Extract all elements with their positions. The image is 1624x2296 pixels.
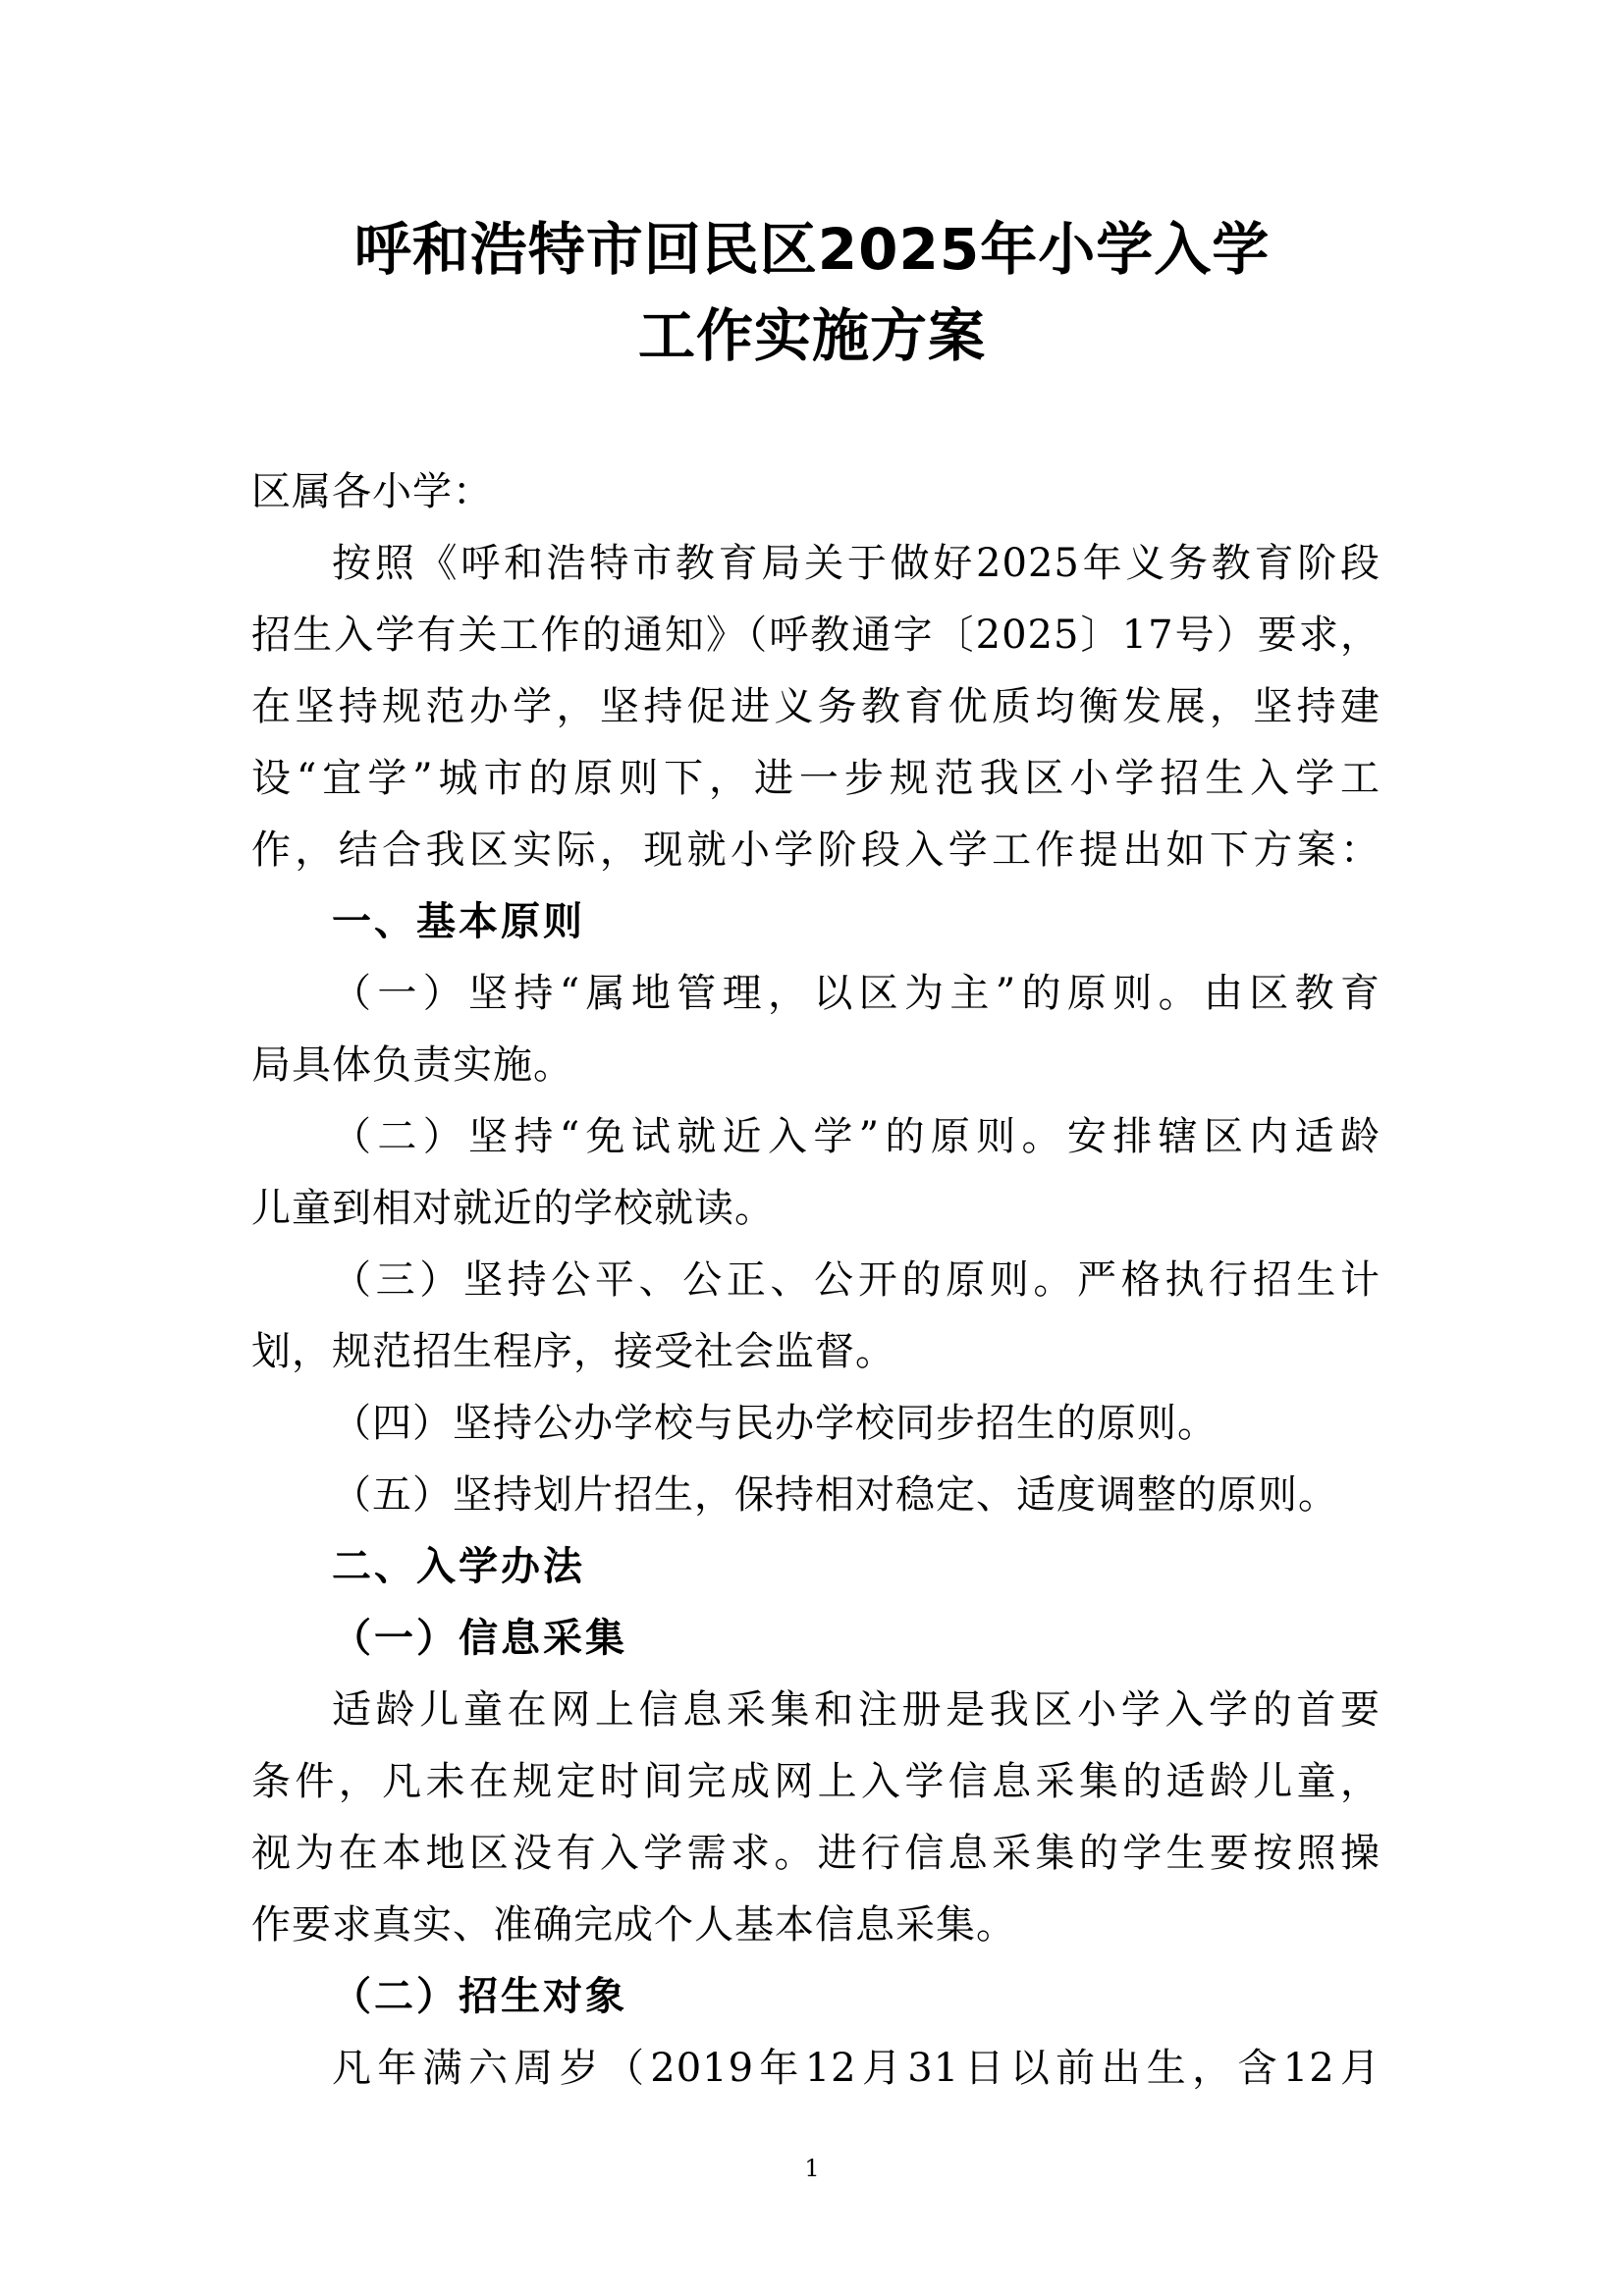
info-collection-line: 适龄儿童在网上信息采集和注册是我区小学入学的首要 — [332, 1687, 1380, 1733]
page-number: 1 — [804, 2155, 820, 2182]
info-collection-line: 作要求真实、准确完成个人基本信息采集。 — [251, 1902, 1016, 1948]
principle-item-4-line: （四）坚持公办学校与民办学校同步招生的原则。 — [332, 1401, 1218, 1446]
principle-item-2-line: 儿童到相对就近的学校就读。 — [251, 1186, 775, 1231]
section-2-sub-1-heading: （一）信息采集 — [332, 1616, 627, 1661]
salutation: 区属各小学： — [251, 469, 493, 514]
section-1-heading: 一、基本原则 — [332, 899, 585, 944]
principle-item-3-line: （三）坚持公平、公正、公开的原则。严格执行招生计 — [332, 1257, 1380, 1303]
principle-item-1-line: （一）坚持“属地管理，以区为主”的原则。由区教育 — [332, 971, 1380, 1016]
document-title-line-1: 呼和浩特市回民区2025年小学入学 — [353, 216, 1271, 283]
principle-item-2-line: （二）坚持“免试就近入学”的原则。安排辖区内适龄 — [332, 1114, 1380, 1159]
info-collection-line: 条件，凡未在规定时间完成网上入学信息采集的适龄儿童， — [251, 1759, 1380, 1804]
document-body — [251, 456, 1380, 2105]
intro-line: 按照《呼和浩特市教育局关于做好2025年义务教育阶段 — [332, 541, 1380, 586]
section-2-heading: 二、入学办法 — [332, 1544, 585, 1589]
info-collection-line: 视为在本地区没有入学需求。进行信息采集的学生要按照操 — [251, 1831, 1380, 1876]
section-2-sub-2-heading: （二）招生对象 — [332, 1974, 627, 2019]
principle-item-5-line: （五）坚持划片招生，保持相对稳定、适度调整的原则。 — [332, 1472, 1338, 1518]
intro-line: 在坚持规范办学，坚持促进义务教育优质均衡发展，坚持建 — [251, 684, 1380, 729]
enrollment-target-line: 凡年满六周岁（2019年12月31日以前出生，含12月 — [332, 2046, 1380, 2091]
document-title-line-2: 工作实施方案 — [637, 302, 986, 369]
principle-item-1-line: 局具体负责实施。 — [251, 1042, 573, 1088]
intro-line: 设“宜学”城市的原则下，进一步规范我区小学招生入学工 — [251, 756, 1380, 801]
intro-line: 招生入学有关工作的通知》（呼教通字〔2025〕17号）要求， — [251, 613, 1380, 658]
intro-line: 作，结合我区实际，现就小学阶段入学工作提出如下方案： — [251, 828, 1380, 873]
principle-item-3-line: 划，规范招生程序，接受社会监督。 — [251, 1329, 895, 1374]
